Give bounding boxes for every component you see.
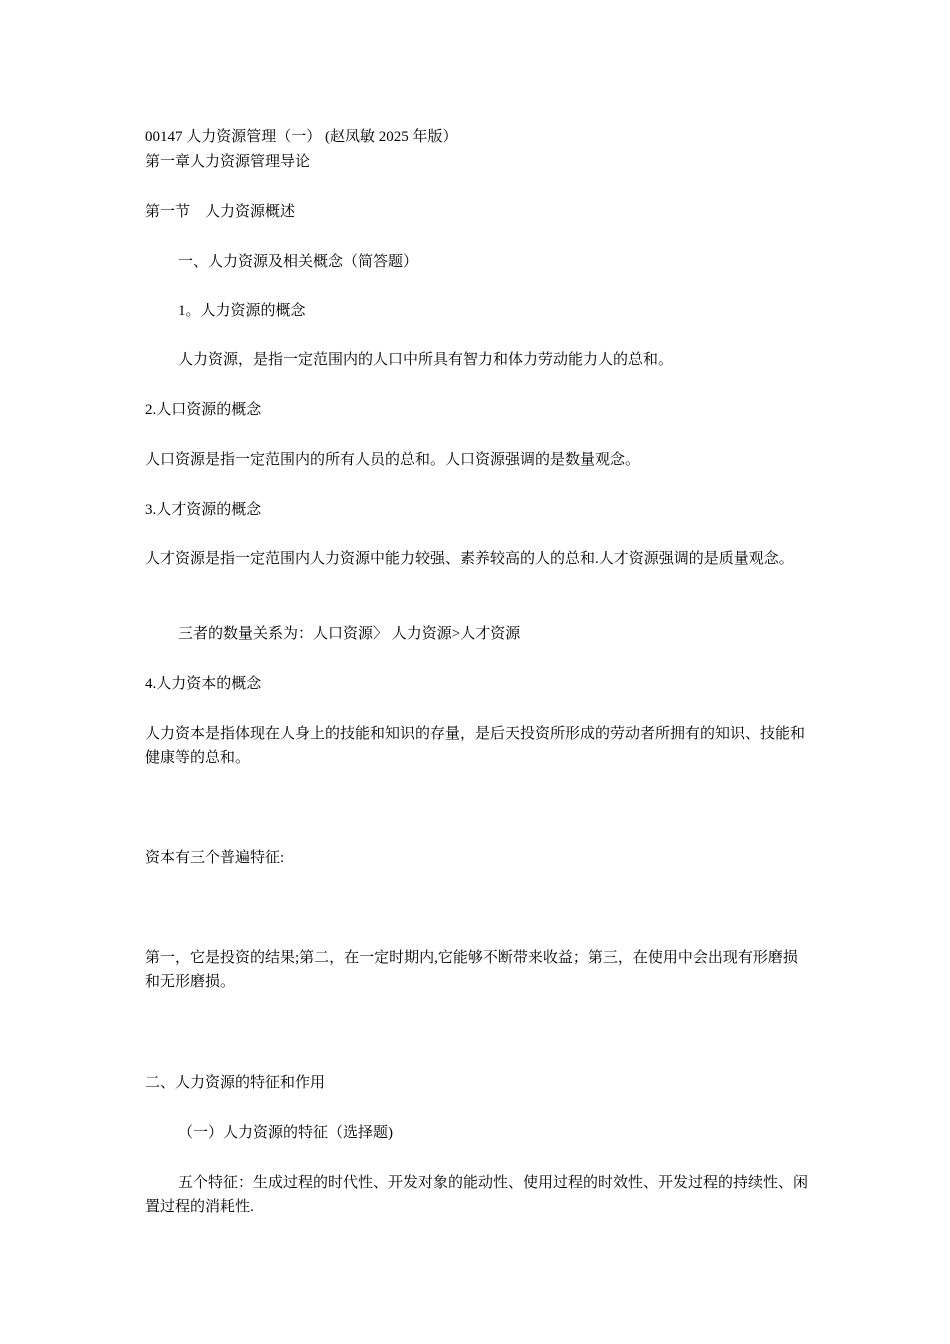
relation-text: 三者的数量关系为：人口资源〉 人力资源>人才资源 — [178, 626, 521, 642]
item-3-heading: 3.人才资源的概念 — [145, 502, 262, 518]
document-title: 00147 人力资源管理（一） (赵凤敏 2025 年版） — [145, 129, 458, 145]
item-1-text: 人力资源，是指一定范围内的人口中所具有智力和体力劳动能力人的总和。 — [178, 352, 674, 368]
item-2-heading: 2.人口资源的概念 — [145, 402, 262, 418]
section-title: 第一节 人力资源概述 — [145, 204, 296, 220]
heading-1: 一、人力资源及相关概念（简答题） — [178, 254, 419, 270]
features-text: 五个特征：生成过程的时代性、开发对象的能动性、使用过程的时效性、开发过程的持续性、闲置过程的消耗性. — [145, 1175, 809, 1215]
item-4-text: 人力资本是指体现在人身上的技能和知识的存量，是后天投资所形成的劳动者所拥有的知识、技能和健康等的总和。 — [145, 726, 806, 766]
chapter-title: 第一章人力资源管理导论 — [145, 154, 311, 170]
item-3-text: 人才资源是指一定范围内人力资源中能力较强、素养较高的人的总和.人才资源强调的是质量观念。 — [145, 551, 794, 567]
item-1-heading: 1。人力资源的概念 — [178, 303, 306, 319]
item-2-text: 人口资源是指一定范围内的所有人员的总和。人口资源强调的是数量观念。 — [145, 452, 641, 468]
sub-heading-2-1: （一）人力资源的特征（选择题) — [178, 1125, 393, 1141]
item-4-heading: 4.人力资本的概念 — [145, 676, 262, 692]
heading-2: 二、人力资源的特征和作用 — [145, 1075, 326, 1091]
capital-features-text: 第一，它是投资的结果;第二，在一定时期内,它能够不断带来收益；第三，在使用中会出现有形磨损和无形磨损。 — [145, 950, 798, 990]
capital-features-heading: 资本有三个普遍特征: — [145, 850, 285, 866]
